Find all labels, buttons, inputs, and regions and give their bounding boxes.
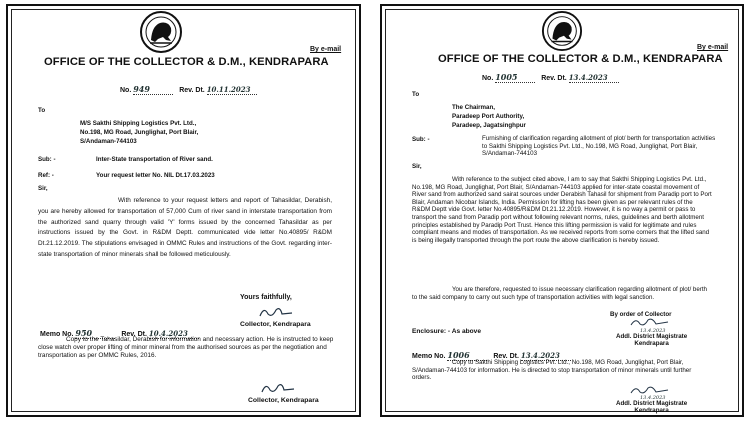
by-order: By order of Collector bbox=[610, 311, 672, 318]
collector-signature-2 bbox=[258, 380, 298, 396]
letter-body: With reference to the subject cited above, I am to say that Sakthi Shipping Logistics Pvt. Ltd., No.198, MG Road, Junglighat, Port Blair, S/Andaman-744103 applied for inter-state coastal movement of River sand from authorized sand sairat sources under Derabish Tahasil for shipment from Paradip port to Port Blair, Andaman Nicobar Islands, India. Permission for lifting has been given as per relevant rules of the R&DM Deptt vide Govt. letter No.40895/R&DM Dt.21.12.2019. However, it is no way a permit or pass to transport the sand from Paradip port without following relevant norms, rules, guidelines and berth allotment principles established by Paradip Port Trust. Hence this lifting permission is valid for legitimate and rules compliant means and modes of transportation. As we received reports from some corners that the lifted sand is being illegally transported through the port route the above clarification is hereby issued. bbox=[412, 176, 712, 244]
copy-to-text: Copy to the Tahasildar, Derabish for information and necessary action. He is instructed to keep close watch over proper lifting of minor mineral from the authorised sources as per the negotiation and transportation as per OMMC Rules, 2016. bbox=[38, 336, 334, 359]
salutation: Sir, bbox=[412, 163, 422, 170]
letter-number-line: No. 949 Rev. Dt. 10.11.2023 bbox=[120, 84, 257, 95]
office-title: OFFICE OF THE COLLECTOR & D.M., KENDRAPARA bbox=[438, 53, 723, 65]
subject-label: Sub: - bbox=[412, 136, 430, 143]
letter-date: 10.11.2023 bbox=[207, 85, 257, 95]
to-label: To bbox=[38, 107, 46, 114]
odisha-emblem-seal bbox=[540, 10, 584, 52]
enclosure: Enclosure: - As above bbox=[412, 328, 482, 335]
reference-label: Ref: - bbox=[38, 172, 54, 179]
subject-text: Inter-State transportation of River sand. bbox=[96, 156, 213, 163]
letter-left bbox=[6, 4, 361, 417]
letter-right bbox=[380, 4, 744, 417]
subject-text: Furnishing of clarification regarding allotment of plot/ berth for transportation activities to Sakthi Shipping Logistics Pvt. Ltd., No.198, MG Road, Junglighat, Port Blair, S/Andaman-744103 bbox=[482, 135, 716, 158]
letter-number-line: No. 1005 Rev. Dt. 13.4.2023 bbox=[482, 72, 619, 83]
odisha-emblem-seal bbox=[138, 10, 184, 54]
adm-sign-date-1: 13.4.2023 bbox=[640, 328, 666, 334]
office-title: OFFICE OF THE COLLECTOR & D.M., KENDRAPARA bbox=[44, 56, 329, 68]
email-tag: By e-mail bbox=[697, 44, 729, 51]
adm-signature-1 bbox=[628, 316, 672, 328]
adm-title-1: Addl. District Magistrate Kendrapara bbox=[616, 333, 688, 347]
collector-title-2: Collector, Kendrapara bbox=[248, 397, 319, 404]
salutation: Sir, bbox=[38, 185, 48, 192]
closing: Yours faithfully, bbox=[240, 294, 292, 301]
collector-signature-1 bbox=[256, 304, 296, 320]
letter-body-2: You are therefore, requested to issue necessary clarification regarding allotment of plot/ berth to the said company to carry out such type of transportation activities with legal sanction. bbox=[412, 286, 707, 301]
adm-title-2: Addl. District Magistrate Kendrapara bbox=[616, 400, 688, 414]
collector-title-1: Collector, Kendrapara bbox=[240, 321, 311, 328]
email-tag: By e-mail bbox=[310, 46, 342, 53]
memo-number: 1006 bbox=[447, 350, 487, 361]
letter-date: 13.4.2023 bbox=[569, 73, 619, 83]
subject-label: Sub: - bbox=[38, 156, 56, 163]
letter-body: With reference to your request letters and report of Tahasildar, Derabish, you are hereby allowed for transportation of 57,000 Cum of river sand in interstate transportation from the authorized sand quarry through valid 'Y' forms issued by the concerned Tahasildar as per instructions issued by the Govt. in R&DM Deptt. communicated vide letter No.40895/ R&DM Dt.21.12.2019. The stipulations envisaged in OMMC Rules and instructions of the Govt. regarding inter-state transportation of minor minerals shall be followed meticulously. bbox=[38, 197, 332, 258]
memo-date: 10.4.2023 bbox=[149, 329, 199, 339]
memo-date: 13.4.2023 bbox=[521, 351, 571, 361]
memo-number: 950 bbox=[75, 328, 115, 339]
reference-text: Your request letter No. NIL Dt.17.03.2023 bbox=[96, 172, 215, 179]
addressee: M/S Sakthi Shipping Logistics Pvt. Ltd., No.198, MG Road, Junglighat, Port Blair, S/Andaman-744103 bbox=[80, 120, 199, 145]
to-label: To bbox=[412, 91, 420, 98]
memo-number-line: Memo No. 1006 Rev. Dt. 13.4.2023 bbox=[412, 350, 571, 361]
letter-number: 949 bbox=[133, 84, 173, 95]
memo-number-line: Memo No. 950 Rev. Dt. 10.4.2023 bbox=[40, 328, 199, 339]
letter-number: 1005 bbox=[495, 72, 535, 83]
copy-to-text: Copy to Sakthi Shipping Logistics Pvt. Ltd., No.198, MG Road, Junglighat, Port Blair, S/Andaman-744103 for information. He is directed to stop transportation of minor minerals until further orders. bbox=[412, 359, 692, 382]
adm-sign-date-2: 13.4.2023 bbox=[640, 395, 666, 401]
addressee: The Chairman, Paradeep Port Authority, Paradeep, Jagatsinghpur bbox=[452, 104, 526, 129]
